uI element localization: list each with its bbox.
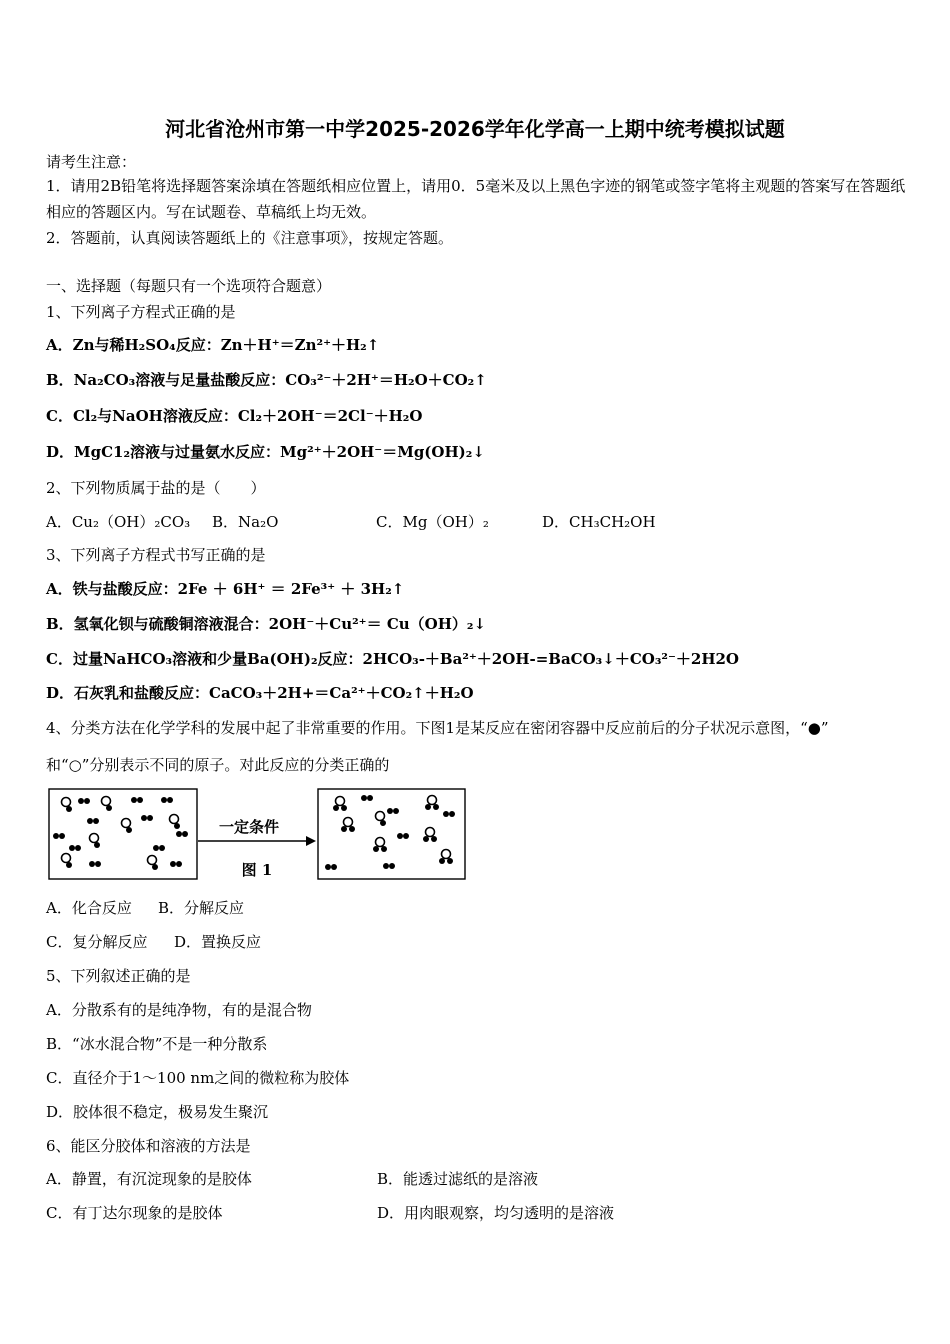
q4-stem-line1: 4、分类方法在化学学科的发展中起了非常重要的作用。下图1是某反应在密闭容器中反应前后的分子状况示意图，“●” bbox=[46, 719, 829, 737]
q5-option-c: C．直径介于1～100 nm之间的微粒称为胶体 bbox=[46, 1069, 350, 1087]
q2-stem: 2、下列物质属于盐的是（ ） bbox=[46, 479, 266, 497]
q4-option-d: D．置换反应 bbox=[174, 933, 262, 951]
q3-option-a: A．铁与盐酸反应：2Fe ＋ 6H⁺ ＝ 2Fe³⁺ ＋ 3H₂↑ bbox=[46, 580, 405, 598]
q4-option-a: A．化合反应 bbox=[46, 899, 132, 917]
q4-stem-line2: 和“○”分别表示不同的原子。对此反应的分类正确的 bbox=[46, 756, 390, 774]
q3-option-c: C．过量NaHCO₃溶液和少量Ba(OH)₂反应：2HCO₃-＋Ba²⁺＋2OH-=BaCO₃↓＋CO₃²⁻＋2H2O bbox=[46, 650, 739, 668]
q2-option-a: A．Cu₂（OH）₂CO₃ bbox=[46, 513, 191, 531]
q2-option-d: D．CH₃CH₂OH bbox=[542, 513, 656, 531]
notice-heading: 请考生注意： bbox=[46, 153, 137, 171]
arrow-condition-label: 一定条件 bbox=[218, 818, 280, 836]
q1-option-b: B．Na₂CO₃溶液与足量盐酸反应：CO₃²⁻＋2H⁺＝H₂O＋CO₂↑ bbox=[46, 371, 487, 389]
q5-option-b: B．“冰水混合物”不是一种分散系 bbox=[46, 1035, 268, 1053]
q6-option-c: C．有丁达尔现象的是胶体 bbox=[46, 1204, 223, 1222]
notice-item-2: 2．答题前，认真阅读答题纸上的《注意事项》，按规定答题。 bbox=[46, 229, 454, 247]
page-title: 河北省沧州市第一中学2025-2026学年化学高一上期中统考模拟试题 bbox=[165, 117, 785, 141]
q6-option-d: D．用肉眼观察，均匀透明的是溶液 bbox=[377, 1204, 615, 1222]
q5-option-a: A．分散系有的是纯净物，有的是混合物 bbox=[46, 1001, 312, 1019]
figure-caption: 图 1 bbox=[241, 861, 273, 879]
q6-stem: 6、能区分胶体和溶液的方法是 bbox=[46, 1137, 251, 1155]
q6-option-b: B．能透过滤纸的是溶液 bbox=[377, 1170, 539, 1188]
q2-option-b: B．Na₂O bbox=[212, 513, 279, 531]
q4-option-b: B．分解反应 bbox=[158, 899, 245, 917]
q3-option-b: B．氢氧化钡与硫酸铜溶液混合：2OH⁻＋Cu²⁺＝ Cu（OH）₂↓ bbox=[46, 615, 487, 633]
q4-option-c: C．复分解反应 bbox=[46, 933, 148, 951]
q1-option-c: C．Cl₂与NaOH溶液反应：Cl₂＋2OH⁻＝2Cl⁻＋H₂O bbox=[46, 407, 423, 425]
q1-stem: 1、下列离子方程式正确的是 bbox=[46, 303, 236, 321]
q3-stem: 3、下列离子方程式书写正确的是 bbox=[46, 546, 266, 564]
section-heading: 一、选择题（每题只有一个选项符合题意） bbox=[46, 277, 332, 295]
q1-option-d: D．MgC1₂溶液与过量氨水反应：Mg²⁺＋2OH⁻＝Mg(OH)₂↓ bbox=[46, 443, 485, 461]
notice-item-1: 1．请用2B铅笔将选择题答案涂填在答题纸相应位置上，请用0．5毫米及以上黑色字迹的钢笔或签字笔将主观题的答案写在答题纸相应的答题区内。写在试题卷、草稿纸上均无效。 bbox=[46, 177, 906, 221]
q3-option-d: D．石灰乳和盐酸反应：CaCO₃＋2H+＝Ca²⁺＋CO₂↑＋H₂O bbox=[46, 684, 474, 702]
q6-option-a: A．静置，有沉淀现象的是胶体 bbox=[46, 1170, 252, 1188]
q5-option-d: D．胶体很不稳定，极易发生聚沉 bbox=[46, 1103, 269, 1121]
q1-option-a: A．Zn与稀H₂SO₄反应：Zn＋H⁺＝Zn²⁺＋H₂↑ bbox=[46, 336, 380, 354]
q5-stem: 5、下列叙述正确的是 bbox=[46, 967, 191, 985]
q2-option-c: C．Mg（OH）₂ bbox=[376, 513, 489, 531]
reaction-figure bbox=[46, 786, 468, 882]
